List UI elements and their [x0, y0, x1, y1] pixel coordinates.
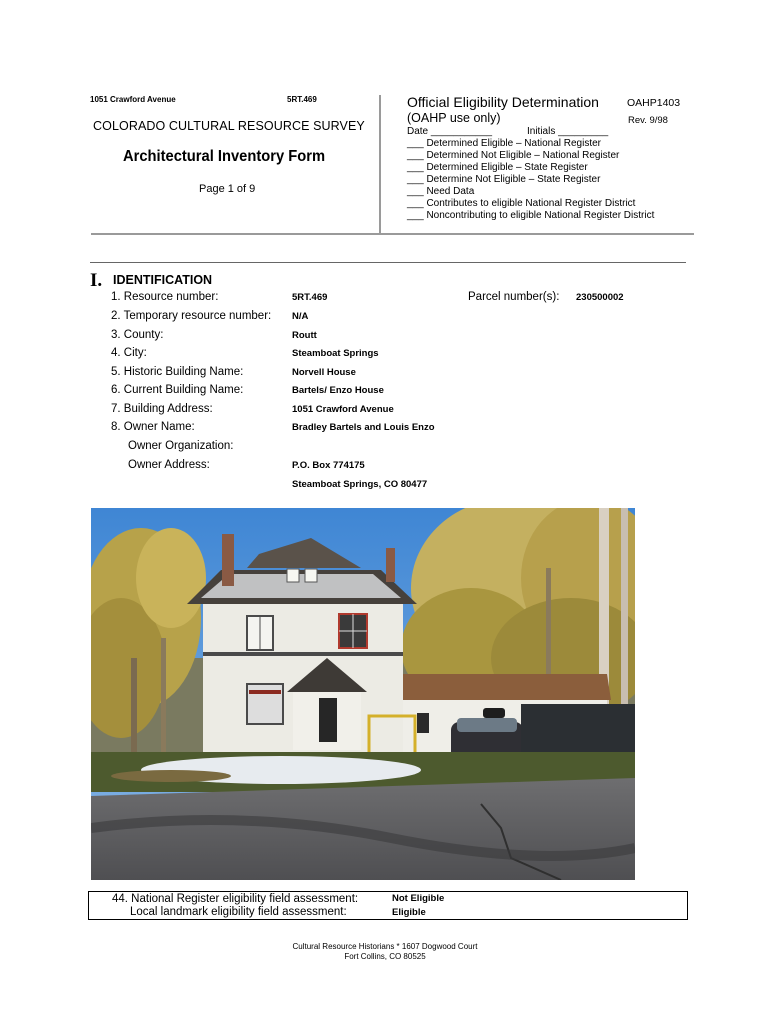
id-value-historic-name: Norvell House [292, 367, 356, 378]
form-title: Architectural Inventory Form [123, 148, 326, 165]
id-label-owner-name: 8. Owner Name: [111, 421, 195, 433]
id-label-city: 4. City: [111, 347, 147, 359]
page-indicator: Page 1 of 9 [199, 183, 256, 195]
id-value-owner-address-line2: Steamboat Springs, CO 80477 [292, 479, 428, 490]
local-eligibility-label: Local landmark eligibility field assessment: [130, 906, 347, 918]
eligibility-option: ___ Determine Not Eligible – State Register [407, 174, 601, 185]
nr-eligibility-label: 44. National Register eligibility field assessment: [112, 893, 359, 905]
eligibility-title: Official Eligibility Determination [407, 94, 599, 110]
id-value-current-name: Bartels/ Enzo House [292, 385, 384, 396]
id-label-address: 7. Building Address: [111, 403, 213, 415]
eligibility-option: ___ Noncontributing to eligible National Register District [407, 210, 655, 221]
eligibility-option: ___ Determined Eligible – State Register [407, 162, 588, 173]
id-value-resource-number: 5RT.469 [292, 292, 328, 303]
footer-line-1: Cultural Resource Historians * 1607 Dogwood Court [292, 942, 478, 951]
form-code: OAHP1403 [627, 97, 681, 109]
id-value-county: Routt [292, 330, 317, 341]
eligibility-option: ___ Contributes to eligible National Register District [407, 198, 636, 209]
id-label-owner-address: Owner Address: [128, 459, 210, 471]
initials-field: Initials _________ [527, 126, 609, 137]
parcel-value: 230500002 [576, 292, 624, 303]
id-value-temp-number: N/A [292, 311, 309, 322]
header-address: 1051 Crawford Avenue [90, 95, 176, 104]
id-label-resource-number: 1. Resource number: [111, 291, 219, 303]
form-revision: Rev. 9/98 [628, 115, 668, 126]
id-value-owner-address: P.O. Box 774175 [292, 460, 365, 471]
id-value-address: 1051 Crawford Avenue [292, 404, 394, 415]
eligibility-option: ___ Need Data [407, 186, 475, 197]
id-label-historic-name: 5. Historic Building Name: [111, 366, 244, 378]
id-value-city: Steamboat Springs [292, 348, 379, 359]
id-label-temp-number: 2. Temporary resource number: [111, 310, 272, 322]
eligibility-option: ___ Determined Not Eligible – National Register [407, 150, 620, 161]
id-label-owner-org: Owner Organization: [128, 440, 234, 452]
section-rule [90, 262, 686, 263]
section-title: IDENTIFICATION [113, 273, 213, 287]
header-vertical-divider [379, 95, 381, 234]
eligibility-option: ___ Determined Eligible – National Register [407, 138, 601, 149]
nr-eligibility-value: Not Eligible [392, 893, 445, 904]
id-value-owner-name: Bradley Bartels and Louis Enzo [292, 422, 435, 433]
section-number: I. [90, 270, 103, 291]
house-photograph [91, 508, 635, 880]
eligibility-subtitle: (OAHP use only) [407, 111, 501, 125]
header-site-number: 5RT.469 [287, 95, 317, 104]
local-eligibility-value: Eligible [392, 907, 426, 918]
id-label-current-name: 6. Current Building Name: [111, 384, 244, 396]
id-label-county: 3. County: [111, 329, 164, 341]
header-bottom-rule [91, 233, 694, 235]
survey-title: COLORADO CULTURAL RESOURCE SURVEY [93, 119, 365, 133]
date-field: Date ___________ [407, 126, 493, 137]
footer-line-2: Fort Collins, CO 80525 [344, 952, 426, 961]
parcel-label: Parcel number(s): [468, 291, 560, 303]
